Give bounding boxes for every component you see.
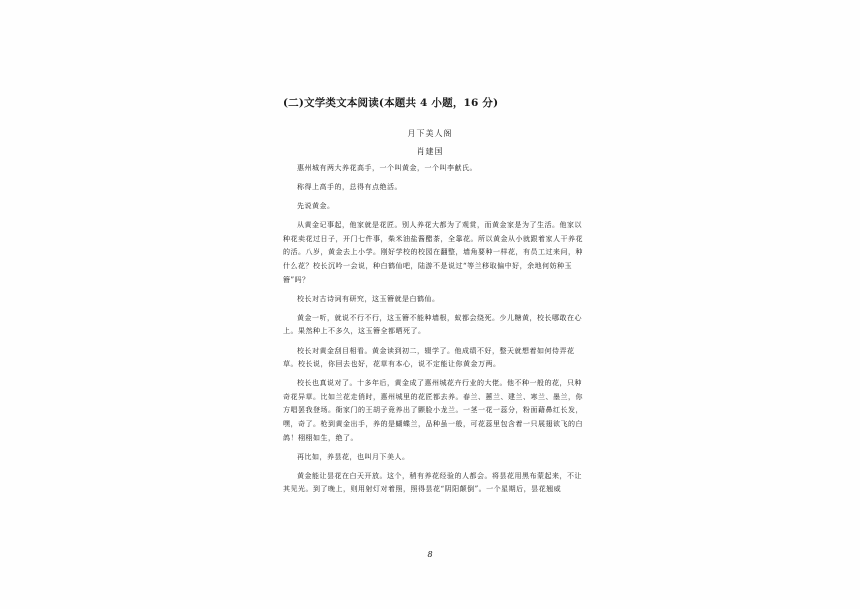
paragraph: 校长也真说对了。十多年后，黄金成了惠州城花卉行业的大佬。他不种一般的花，只种奇花异草。比如兰花走俏时，惠州城里的花匠都去养。春兰、蕙兰、建兰、寒兰、墨兰，你方唱罢我登场。衙家门的王胡子竟养出了颤脸小龙兰。一茎一花一蕊分，粉面藉鼻红长发，嘿，奇了。枪到黄金出手，养的是蝴蝶兰，品种虽一般，可花蕊里包含着一只展翅欲飞的白鸽！栩栩如生，绝了。 (283, 379, 583, 442)
story-body (283, 162, 583, 502)
page-number: 8 (427, 550, 433, 559)
paragraph: 黄金一听，就说不行不行，这玉簪不能种墙根，蚁都会绕死。少儿糖黄，校长哪敢在心上。果然种上不多久，这玉簪全都晒死了。 (283, 313, 582, 336)
paragraph: 从黄金记事起，他家就是花匠。别人养花大都为了观赏，而黄金家是为了生活。他家以种花卖花过日子，开门七件事，柴米油盐酱醋茶，全靠花。所以黄金从小就跟着家人干养花的活。八岁，黄金去上小学。刚好学校的校园在翻整，墙角要种一样花，有员工过来问，种什么花？校长沉吟一会说，种白鹤仙吧，陆游不是说过“等兰移取偏中好，余地何妨种玉簪”吗？ (283, 221, 583, 284)
paragraph: 先说黄金。 (297, 202, 335, 211)
paragraph: 再比如，养昙花，也叫月下美人。 (297, 452, 410, 461)
section-heading: (二)文学类文本阅读(本题共 4 小题，16 分) (283, 97, 499, 109)
paragraph: 惠州城有两大养花高手，一个叫黄金，一个叫李献氏。 (297, 164, 477, 172)
story-author: 肖建国 (416, 147, 444, 156)
story-title: 月下美人阁 (407, 129, 453, 138)
paragraph: 称得上高手的，总得有点绝活。 (297, 183, 402, 192)
paragraph: 黄金能让昙花在白天开放。这个，稍有养花经验的人都会。将昙花用黑布蒙起来，不让其见光。到了晚上，则用射灯对着照，照得昙花“阴阳颠倒”。一个星期后，昙花翘威 (283, 471, 582, 494)
paragraph: 校长对古诗词有研究，这玉簪就是白鹤仙。 (297, 294, 440, 303)
paragraph: 校长对黄金刮目相看。黄金读到初二，辍学了。他成绩不好，整天就想着如何侍弄花草。校长说，你回去也好，花草有本心，说不定能让你黄金万两。 (283, 346, 575, 369)
